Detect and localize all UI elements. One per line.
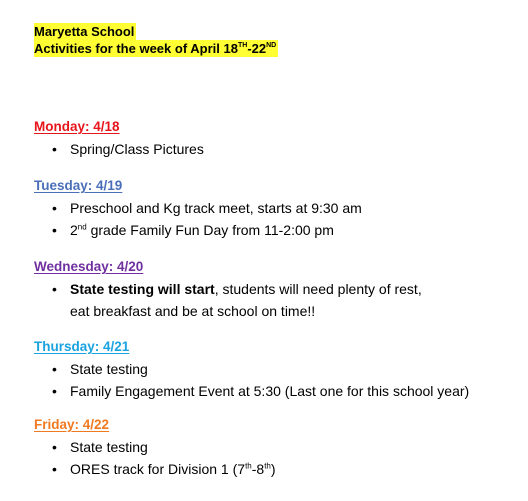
- bullet-icon: •: [52, 200, 57, 216]
- bullet-icon: •: [52, 281, 57, 297]
- testing-note: , students will need plenty of rest,: [214, 281, 422, 297]
- list-item: [34, 436, 276, 458]
- bullet-icon: •: [52, 439, 57, 455]
- list-item-text: Family Engagement Event at 5:30 (Last one for this school year): [70, 383, 470, 399]
- bullet-icon: •: [52, 141, 57, 157]
- section-friday: [34, 416, 276, 480]
- section-wednesday: [34, 258, 422, 322]
- list-item: [34, 197, 362, 219]
- list-item-text: State testing: [70, 361, 148, 377]
- day-heading-friday: Friday: 4/22: [34, 417, 110, 432]
- list-item-text: [70, 281, 422, 322]
- grade-ordinal-sup: th: [264, 461, 271, 471]
- list-item: [34, 138, 204, 160]
- day-heading-thursday: Thursday: 4/21: [34, 339, 130, 354]
- tuesday-list: [34, 197, 362, 241]
- testing-start-bold: State testing will start: [70, 281, 215, 297]
- thursday-list: [34, 358, 469, 402]
- testing-note-continued: eat breakfast and be at school on time!!: [70, 303, 316, 319]
- week-title-sup-th: TH: [237, 41, 248, 49]
- friday-list: [34, 436, 276, 480]
- list-item: [34, 358, 469, 380]
- week-title-sup-nd: ND: [266, 41, 277, 49]
- section-thursday: [34, 338, 469, 402]
- monday-list: [34, 138, 204, 160]
- list-item: [34, 278, 422, 322]
- document-header: [34, 23, 278, 57]
- bullet-icon: •: [52, 461, 57, 477]
- section-tuesday: [34, 177, 362, 241]
- grade-event-text: grade Family Fun Day from 11-2:00 pm: [86, 222, 334, 238]
- week-title-dash: -22: [247, 41, 267, 56]
- list-item: [34, 219, 362, 241]
- track-text: ORES track for Division 1 (7: [70, 461, 246, 477]
- track-dash: -8: [251, 461, 265, 477]
- section-monday: [34, 118, 204, 160]
- bullet-icon: •: [52, 361, 57, 377]
- list-item-text: State testing: [70, 439, 148, 455]
- school-name: Maryetta School: [34, 24, 135, 39]
- list-item-text: Spring/Class Pictures: [70, 141, 204, 157]
- wednesday-list: [34, 278, 422, 322]
- bullet-icon: •: [52, 222, 57, 238]
- list-item-text: [70, 222, 334, 238]
- list-item-text: [70, 461, 276, 477]
- track-close: ): [270, 461, 276, 477]
- day-heading-wednesday: Wednesday: 4/20: [34, 259, 144, 274]
- grade-ordinal-sup: th: [245, 461, 252, 471]
- list-item: [34, 458, 276, 480]
- grade-number: 2: [70, 222, 78, 238]
- list-item: [34, 380, 469, 402]
- week-title: [34, 40, 278, 57]
- week-title-prefix: Activities for the week of April 18: [34, 41, 238, 56]
- day-heading-tuesday: Tuesday: 4/19: [34, 178, 123, 193]
- bullet-icon: •: [52, 383, 57, 399]
- day-heading-monday: Monday: 4/18: [34, 119, 120, 134]
- list-item-text: Preschool and Kg track meet, starts at 9:30 am: [70, 200, 362, 216]
- grade-ordinal-sup: nd: [77, 222, 87, 232]
